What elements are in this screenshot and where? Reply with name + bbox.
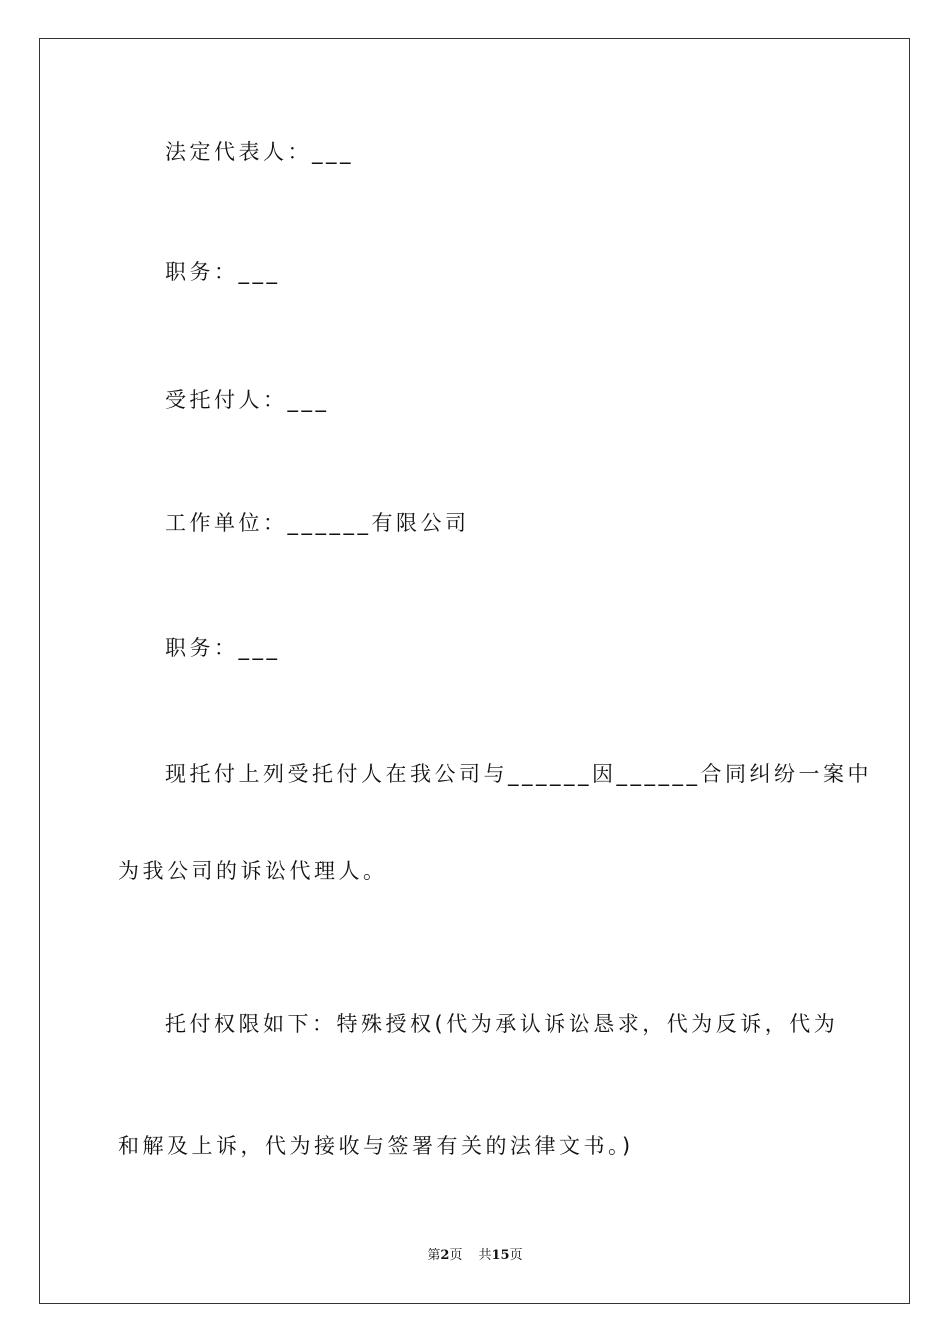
footer-total-prefix: 共 [478,1248,492,1263]
page-border [39,38,910,1304]
authority-paragraph-line-1: 托付权限如下：特殊授权(代为承认诉讼恳求，代为反诉，代为 [165,1012,839,1036]
entrustment-paragraph-line-2: 为我公司的诉讼代理人。 [118,859,388,883]
footer-page-number: 2 [440,1248,450,1263]
footer-page-prefix: 第 [427,1248,441,1263]
legal-representative-line: 法定代表人：___ [165,140,354,164]
footer-total-suffix: 页 [509,1248,523,1263]
work-unit-line: 工作单位：______有限公司 [165,511,470,535]
position-line-2: 职务：___ [165,636,281,660]
agent-line: 受托付人：___ [165,388,330,412]
footer-total-pages: 15 [491,1248,510,1263]
authority-paragraph-line-2: 和解及上诉，代为接收与签署有关的法律文书。) [118,1134,634,1158]
footer-page-suffix: 页 [449,1248,463,1263]
position-line-1: 职务：___ [165,260,281,284]
page-footer [0,1246,950,1266]
entrustment-paragraph-line-1: 现托付上列受托付人在我公司与______因______合同纠纷一案中 [165,762,872,786]
